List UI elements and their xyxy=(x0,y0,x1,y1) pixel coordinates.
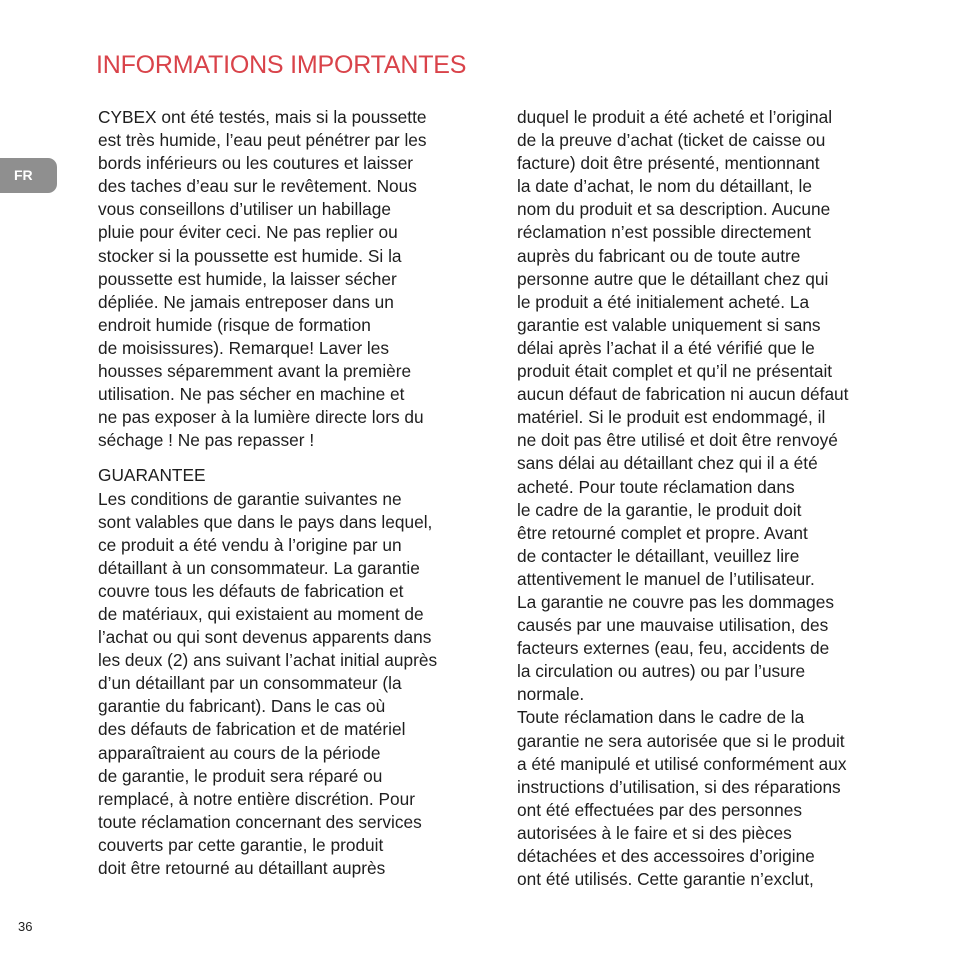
text-line: remplacé, à notre entière discrétion. Pour xyxy=(98,788,415,809)
text-line: ont été effectuées par des personnes xyxy=(517,799,803,820)
text-line: des défauts de fabrication et de matériel xyxy=(98,719,406,740)
text-line: le cadre de la garantie, le produit doit xyxy=(517,499,802,520)
text-line: ont été utilisés. Cette garantie n’exclut, xyxy=(517,869,814,890)
text-line: séchage ! Ne pas repasser ! xyxy=(98,430,315,451)
text-line: garantie est valable uniquement si sans xyxy=(517,314,821,335)
left-column xyxy=(98,106,488,880)
text-line: détaillant à un consommateur. La garantie xyxy=(98,557,420,578)
text-line: pluie pour éviter ceci. Ne pas replier ou xyxy=(98,222,398,243)
text-line: facteurs externes (eau, feu, accidents de xyxy=(517,638,830,659)
text-line: réclamation n’est possible directement xyxy=(517,222,811,243)
text-line: auprès du fabricant ou de toute autre xyxy=(517,245,801,266)
text-line: de garantie, le produit sera réparé ou xyxy=(98,765,383,786)
text-line: dépliée. Ne jamais entreposer dans un xyxy=(98,291,394,312)
text-line: aucun défaut de fabrication ni aucun défaut xyxy=(517,384,849,405)
text-line: de contacter le détaillant, veuillez lire xyxy=(517,545,800,566)
text-line: garantie ne sera autorisée que si le produit xyxy=(517,730,845,751)
text-line: délai après l’achat il a été vérifié que le xyxy=(517,337,815,358)
text-line: autorisées à le faire et si des pièces xyxy=(517,822,792,843)
text-line: l’achat ou qui sont devenus apparents dans xyxy=(98,627,432,648)
text-line: stocker si la poussette est humide. Si la xyxy=(98,245,402,266)
text-line: doit être retourné au détaillant auprès xyxy=(98,858,386,878)
page-number: 36 xyxy=(18,919,33,934)
text-line: de la preuve d’achat (ticket de caisse ou xyxy=(517,130,826,151)
text-line: ne pas exposer à la lumière directe lors du xyxy=(98,407,424,428)
text-line: produit était complet et qu’il ne présentait xyxy=(517,361,833,382)
text-line: couverts par cette garantie, le produit xyxy=(98,834,384,855)
right-column xyxy=(517,106,917,891)
text-line: de moisissures). Remarque! Laver les xyxy=(98,337,390,358)
paragraph-guarantee xyxy=(98,488,488,881)
text-line: a été manipulé et utilisé conformément aux xyxy=(517,753,847,774)
text-line: la circulation ou autres) ou par l’usure xyxy=(517,661,806,682)
text-line: Toute réclamation dans le cadre de la xyxy=(517,707,805,728)
text-line: endroit humide (risque de formation xyxy=(98,314,371,335)
section-heading-guarantee: GUARANTEE xyxy=(98,465,206,486)
language-tab: FR xyxy=(0,158,57,193)
paragraph-gap xyxy=(98,452,488,464)
text-line: sont valables que dans le pays dans lequel, xyxy=(98,511,433,532)
text-line: ce produit a été vendu à l’origine par un xyxy=(98,534,402,555)
text-line: toute réclamation concernant des services xyxy=(98,811,422,832)
text-line: sans délai au détaillant chez qui il a été xyxy=(517,453,818,474)
text-line: duquel le produit a été acheté et l’original xyxy=(517,107,833,127)
text-line: nom du produit et sa description. Aucune xyxy=(517,199,831,220)
text-line: de matériaux, qui existaient au moment de xyxy=(98,603,424,624)
text-line: Les conditions de garantie suivantes ne xyxy=(98,488,402,509)
text-line: être retourné complet et propre. Avant xyxy=(517,522,808,543)
text-line: des taches d’eau sur le revêtement. Nous xyxy=(98,176,417,197)
text-line: housses séparemment avant la première xyxy=(98,361,412,382)
text-line: la date d’achat, le nom du détaillant, le xyxy=(517,176,812,197)
text-line: acheté. Pour toute réclamation dans xyxy=(517,476,795,497)
text-line: est très humide, l’eau peut pénétrer par les xyxy=(98,130,427,151)
text-line: apparaîtraient au cours de la période xyxy=(98,742,381,763)
text-line: matériel. Si le produit est endommagé, il xyxy=(517,407,826,428)
text-line: d’un détaillant par un consommateur (la xyxy=(98,673,402,694)
text-line: instructions d’utilisation, si des réparations xyxy=(517,776,841,797)
text-line: normale. xyxy=(517,684,585,705)
text-line: poussette est humide, la laisser sécher xyxy=(98,268,397,289)
text-line: utilisation. Ne pas sécher en machine et xyxy=(98,384,405,405)
text-line: garantie du fabricant). Dans le cas où xyxy=(98,696,386,717)
paragraph-rain-care xyxy=(98,106,488,452)
text-line: causés par une mauvaise utilisation, des xyxy=(517,615,829,636)
text-line: couvre tous les défauts de fabrication et xyxy=(98,580,404,601)
page-title: INFORMATIONS IMPORTANTES xyxy=(96,51,467,79)
text-line: La garantie ne couvre pas les dommages xyxy=(517,591,835,612)
text-line: attentivement le manuel de l’utilisateur. xyxy=(517,568,815,589)
text-line: vous conseillons d’utiliser un habillage xyxy=(98,199,391,220)
text-line: ne doit pas être utilisé et doit être renvoyé xyxy=(517,430,838,451)
text-line: facture) doit être présenté, mentionnant xyxy=(517,153,820,174)
text-line: personne autre que le détaillant chez qui xyxy=(517,268,829,289)
text-line: CYBEX ont été testés, mais si la poussette xyxy=(98,107,427,127)
text-line: bords inférieurs ou les coutures et laisser xyxy=(98,153,414,174)
text-line: le produit a été initialement acheté. La xyxy=(517,291,810,312)
text-line: les deux (2) ans suivant l’achat initial auprès xyxy=(98,650,438,671)
text-line: détachées et des accessoires d’origine xyxy=(517,846,815,866)
